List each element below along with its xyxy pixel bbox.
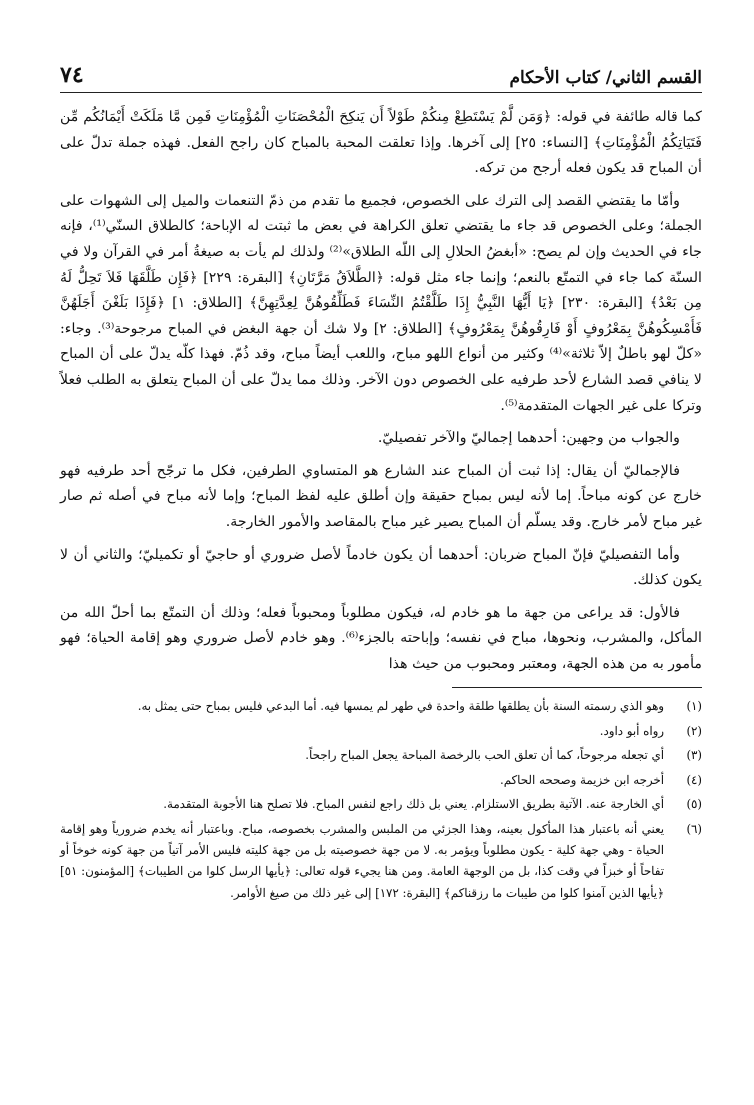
paragraph: فالإجماليّ أن يقال: إذا ثبت أن المباح عند الشارع هو المتساوي الطرفين، فكل ما ترجّح أحد طرفيه فهو خارج عن كونه مباحاً. إما لأنه ليس بمباح حقيقة وإن أطلق عليه لفظ المباح؛ وإما لأنه مباح في أصله ثم صار غير مباح لأمر خارج. وقد يسلّم أن المباح يصير غير مباح بالمقاصد والأمور الخارجة. bbox=[60, 462, 702, 530]
footnote-number: (٤) bbox=[686, 772, 702, 787]
paragraph: وأمّا ما يقتضي القصد إلى الترك على الخصوص، فجميع ما تقدم من ذمّ التنعمات والميل إلى الشهوات على الجملة؛ وعلى الخصوص قد جاء ما يقتضي تعلق الكراهة في بعض ما ثبتت له الإباحة؛ كالطلاق السنّي⁽¹⁾، فإنه جاء في الحديث وإن لم يصح: «أبغضُ الحلالِ إلى اللّه الطلاق»⁽²⁾ ولذلك لم يأت به صيغةُ أمر في القرآن ولا في السنّة كما جاء في التمتّع بالنعم؛ وإنما جاء مثل قوله: ﴿الطَّلاَقُ مَرَّتَانِ﴾ [البقرة: ٢٢٩] ﴿فَإِن طَلَّقَهَا فَلاَ تَحِلُّ لَهُ مِن بَعْدُ﴾ [البقرة: ٢٣٠] ﴿يَا أَيُّهَا النَّبِيُّ إِذَا طَلَّقْتُمُ النِّسَاءَ فَطَلِّقُوهُنَّ لِعِدَّتِهِنَّ﴾ [الطلاق: ١] ﴿فَإِذَا بَلَغْنَ أَجَلَهُنَّ فَأَمْسِكُوهُنَّ بِمَعْرُوفٍ أَوْ فَارِقُوهُنَّ بِمَعْرُوفٍ﴾ [الطلاق: ٢] ولا شك أن جهة البغض في المباح مرجوحة⁽³⁾. وجاء: «كلّ لهو باطلٌ إلاّ ثلاثة»⁽⁴⁾ وكثير من أنواع اللهو مباح، واللعب أيضاً مباح، وقد ذُمّ. فهذا كلّه يدلّ على أن المباح لا ينافي قصد الشارع لأحد طرفيه على الخصوص دون الآخر. وذلك مما يدلّ على أن المباح يتعلق به الطلب فعلاً وتركا على غير الجهات المتقدمة⁽⁵⁾. bbox=[60, 192, 703, 414]
footnote-number: (٥) bbox=[686, 797, 702, 812]
footnote-text: أخرجه ابن خزيمة وصححه الحاكم. bbox=[499, 772, 664, 787]
footnote-text: يعني أنه باعتبار هذا المأكول بعينه، وهذا الجزئي من الملبس والمشرب بخصوصه، مباح. وباعتبار أنه يخدم ضرورياً وهو إقامة الحياة - وهي جهة كلية - يكون مطلوباً ويؤمر به. لا من جهة خصوصيته بل من جهة كليته فليس الأمر آتياً من جهة كونه خوخاً أو تفاحاً أو خبزاً في وقت كذا، بل من الوجهة العامة. ومن هنا يجيء قوله تعالى: ﴿يأيها الرسل كلوا من الطيبات﴾ [المؤمنون: ٥١] ﴿يأيها الذين آمنوا كلوا من طيبات ما رزقناكم﴾ [البقرة: ١٧٢] إلى غير ذلك من صيغ الأوامر. bbox=[60, 821, 664, 900]
footnote-text: وهو الذي رسمته السنة بأن يطلقها طلقة واحدة في طهر لم يمسها فيه. أما البدعي فليس بمباح حتى يمثل به. bbox=[137, 699, 664, 714]
main-text bbox=[60, 105, 702, 677]
page-number: ٧٤ bbox=[60, 62, 84, 88]
footnote-divider bbox=[452, 687, 702, 688]
footnote bbox=[60, 819, 702, 905]
footnote bbox=[60, 770, 702, 791]
footnote-text: أي تجعله مرجوحاً، كما أن تعلق الحب بالرخصة المباحة يجعل المباح راجحاً. bbox=[305, 748, 664, 763]
page-header bbox=[60, 58, 702, 93]
footnote-text: رواه أبو داود. bbox=[599, 723, 664, 738]
footnotes bbox=[60, 696, 702, 904]
running-title: القسم الثاني/ كتاب الأحكام bbox=[509, 68, 702, 88]
footnote-text: أي الخارجة عنه. الآتية بطريق الاستلزام. يعني بل ذلك راجع لنفس المباح. فلا تصلح هنا الأجوبة المتقدمة. bbox=[163, 797, 664, 812]
footnote-number: (٦) bbox=[686, 821, 702, 836]
paragraph: فالأول: قد يراعى من جهة ما هو خادم له، فيكون مطلوباً ومحبوباً فعله؛ وذلك أن التمتّع بما أحلّ الله من المأكل، والمشرب، ونحوها، مباح في نفسه؛ وإباحته بالجزء⁽⁶⁾. وهو خادم لأصل ضروري وهو إقامة الحياة؛ فهو مأمور به من هذه الجهة، ومعتبر ومحبوب من حيث هذا bbox=[60, 604, 702, 672]
paragraph: والجواب من وجهين: أحدهما إجماليّ والآخر تفصيليّ. bbox=[377, 430, 680, 447]
footnote bbox=[60, 721, 702, 742]
footnote-number: (١) bbox=[686, 699, 702, 714]
footnote bbox=[60, 745, 702, 766]
footnote-number: (٢) bbox=[686, 723, 702, 738]
footnote-number: (٣) bbox=[686, 748, 702, 763]
footnote bbox=[60, 696, 702, 717]
footnote bbox=[60, 794, 702, 815]
paragraph: كما قاله طائفة في قوله: ﴿وَمَن لَّمْ يَسْتَطِعْ مِنكُمْ طَوْلاً أَن يَنكِحَ الْمُحْصَنَاتِ الْمُؤْمِنَاتِ فَمِن مَّا مَلَكَتْ أَيْمَانُكُم مِّن فَتَيَاتِكُمُ الْمُؤْمِنَاتِ﴾ [النساء: ٢٥] إلى آخرها. وإذا تعلقت المحبة بالمباح كان راجح الفعل. فهذه جملة تدلّ على أن المباح قد يكون فعله أرجح من تركه. bbox=[60, 109, 702, 177]
paragraph: وأما التفصيليّ فإنّ المباح ضربان: أحدهما أن يكون خادماً لأصل ضروري أو حاجيّ أو تكميليّ؛ والثاني أن لا يكون كذلك. bbox=[60, 546, 702, 589]
